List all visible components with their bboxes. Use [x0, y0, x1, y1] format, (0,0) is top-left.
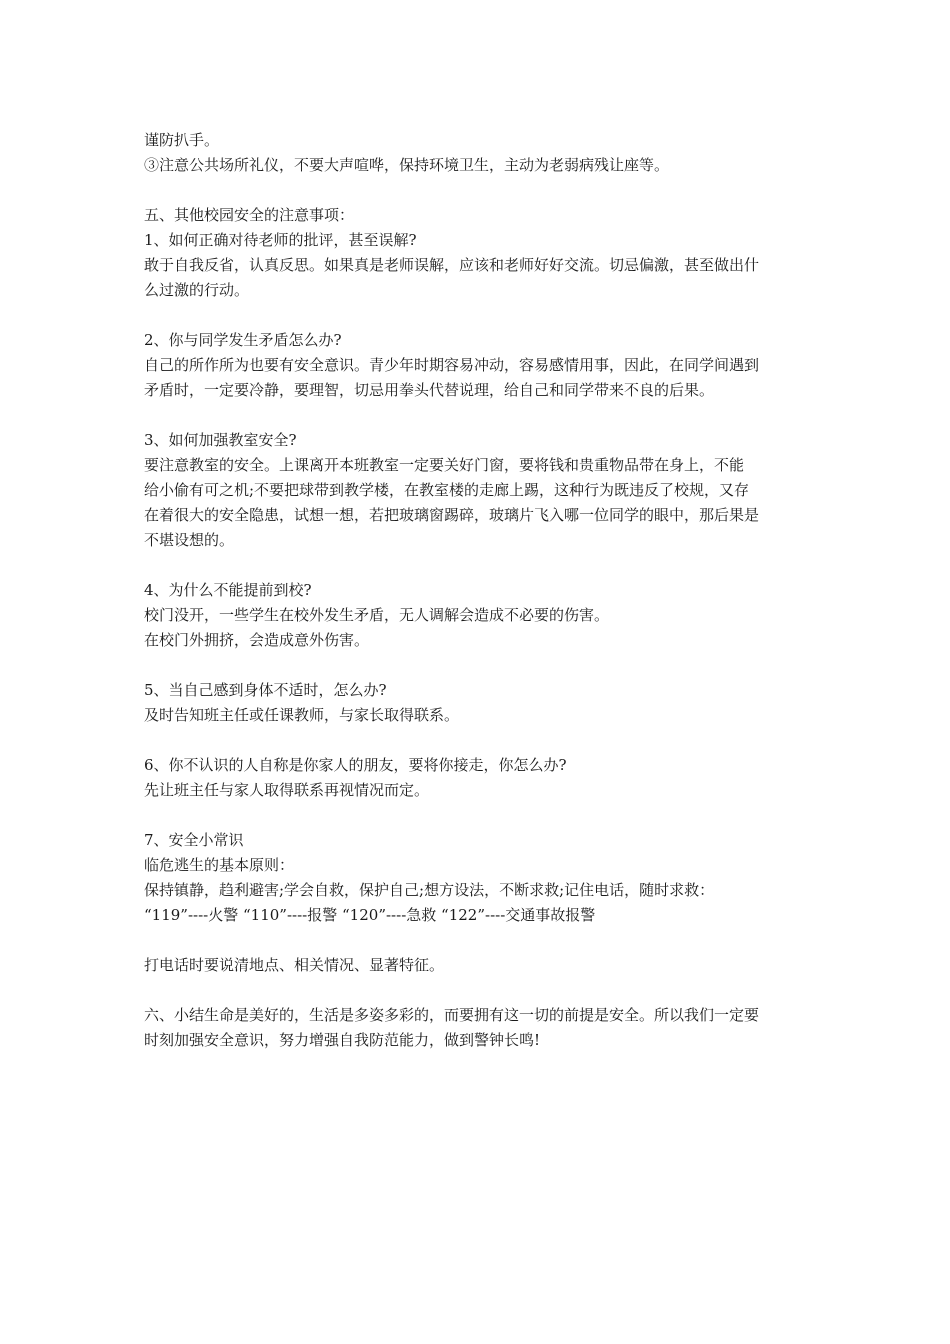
text-line: 给小偷有可之机;不要把球带到教学楼，在教室楼的走廊上踢，这种行为既违反了校规，又存 [144, 481, 750, 499]
blank-line [144, 553, 814, 578]
text-line: 矛盾时，一定要冷静，要理智，切忌用拳头代替说理，给自己和同学带来不良的后果。 [144, 381, 715, 399]
text-line: 时刻加强安全意识，努力增强自我防范能力，做到警钟长鸣! [144, 1031, 541, 1049]
document-body [144, 128, 814, 1053]
text-line: 1、如何正确对待老师的批评，甚至误解? [144, 231, 417, 249]
text-line: 临危逃生的基本原则： [144, 856, 295, 874]
text-line: 先让班主任与家人取得联系再视情况而定。 [144, 781, 430, 799]
text-line: 敢于自我反省，认真反思。如果真是老师误解，应该和老师好好交流。切忌偏激，甚至做出什 [144, 256, 760, 274]
text-line: 5、当自己感到身体不适时，怎么办? [144, 681, 387, 699]
text-line: 五、其他校园安全的注意事项： [144, 206, 355, 224]
text-line: 6、你不认识的人自称是你家人的朋友，要将你接走，你怎么办? [144, 756, 567, 774]
blank-line [144, 803, 814, 828]
text-line: 要注意教室的安全。上课离开本班教室一定要关好门窗，要将钱和贵重物品带在身上，不能 [144, 456, 745, 474]
text-line: 打电话时要说清地点、相关情况、显著特征。 [144, 956, 445, 974]
blank-line [144, 728, 814, 753]
blank-line [144, 928, 814, 953]
text-line: 校门没开，一些学生在校外发生矛盾，无人调解会造成不必要的伤害。 [144, 606, 610, 624]
text-line: 自己的所作所为也要有安全意识。青少年时期容易冲动，容易感情用事，因此，在同学间遇到 [144, 356, 760, 374]
blank-line [144, 653, 814, 678]
text-line: ③注意公共场所礼仪，不要大声喧哗，保持环境卫生，主动为老弱病残让座等。 [144, 156, 670, 174]
text-line: 2、你与同学发生矛盾怎么办? [144, 331, 342, 349]
blank-line [144, 403, 814, 428]
text-line: 3、如何加强教室安全? [144, 431, 297, 449]
blank-line [144, 978, 814, 1003]
text-line: 不堪设想的。 [144, 531, 235, 549]
text-line: 在着很大的安全隐患，试想一想，若把玻璃窗踢碎，玻璃片飞入哪一位同学的眼中，那后果是 [144, 506, 760, 524]
text-line: 么过激的行动。 [144, 281, 250, 299]
text-line: “119”----火警 “110”----报警 “120”----急救 “122”----交通事故报警 [144, 906, 596, 924]
text-line: 4、为什么不能提前到校? [144, 581, 312, 599]
text-line: 及时告知班主任或任课教师，与家长取得联系。 [144, 706, 460, 724]
text-line: 在校门外拥挤，会造成意外伤害。 [144, 631, 370, 649]
text-line: 六、小结生命是美好的，生活是多姿多彩的，而要拥有这一切的前提是安全。所以我们一定要 [144, 1006, 760, 1024]
text-line: 保持镇静，趋利避害;学会自救，保护自己;想方设法，不断求救;记住电话，随时求救： [144, 881, 715, 899]
blank-line [144, 178, 814, 203]
text-line: 谨防扒手。 [144, 131, 220, 149]
text-line: 7、安全小常识 [144, 831, 244, 849]
blank-line [144, 303, 814, 328]
